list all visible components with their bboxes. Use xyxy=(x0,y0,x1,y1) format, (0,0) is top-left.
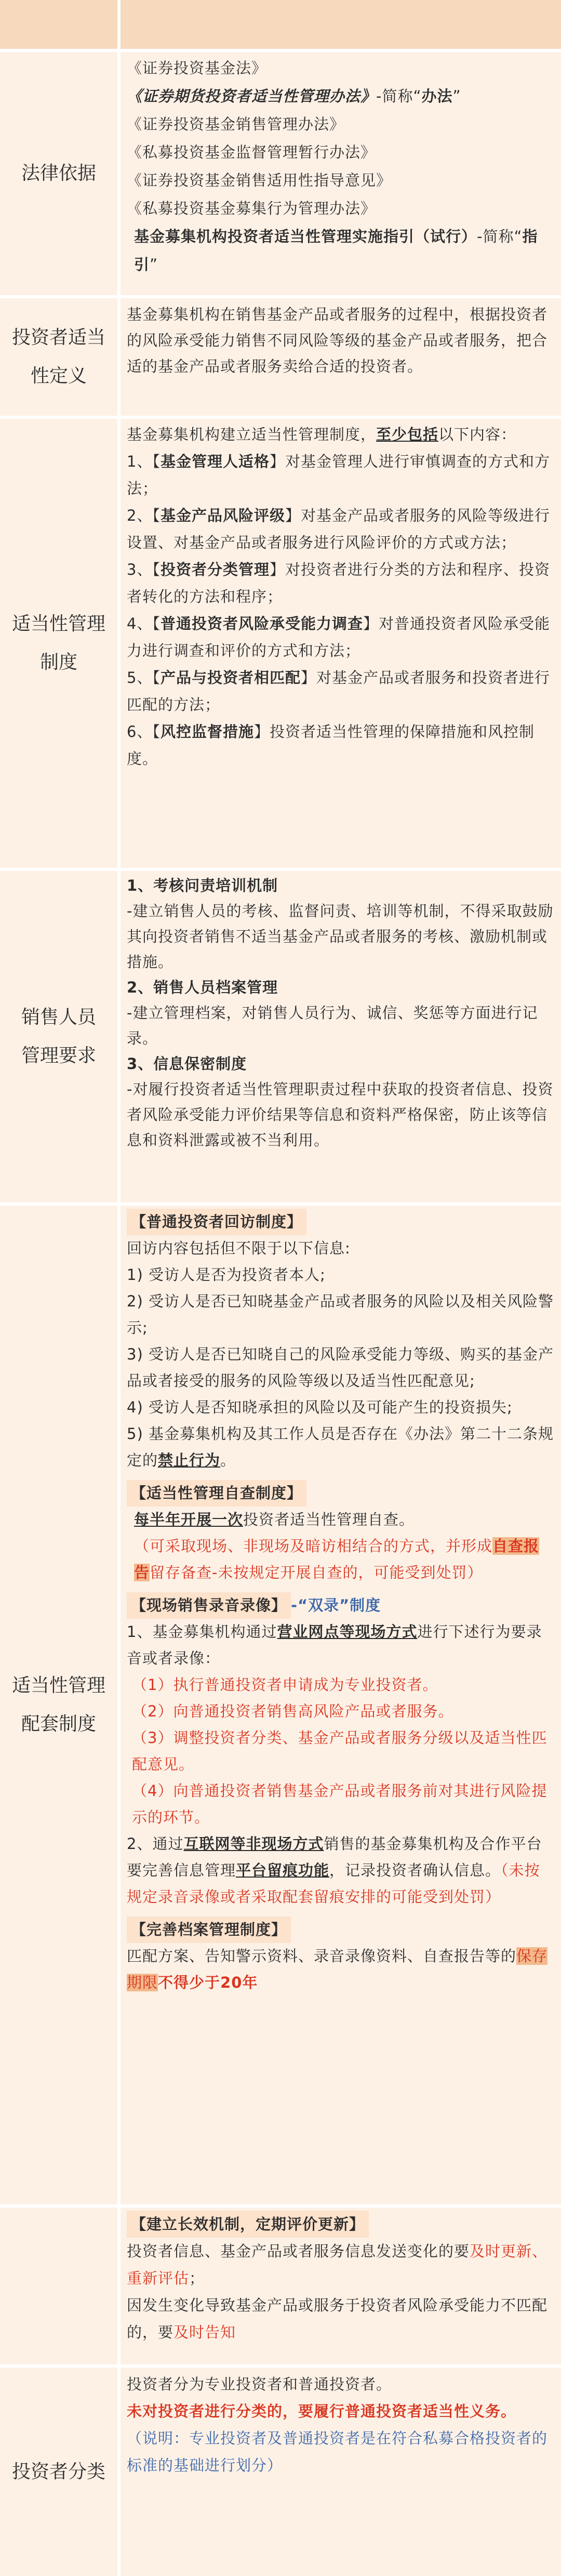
row-management-system xyxy=(0,419,561,868)
row-long-term xyxy=(0,2208,561,2364)
management-item: 3、【投资者分类管理】对投资者进行分类的方法和程序、投资者转化的方法和程序； xyxy=(127,561,550,605)
classification-p1: 投资者分为专业投资者和普通投资者。 xyxy=(127,2375,392,2393)
self-check-note: （可采取现场、非现场及暗访相结合的方式，并形成自查报告留存备查-未按规定开展自查的，可能受到处罚） xyxy=(134,1537,540,1581)
long-term-p1: 投资者信息、基金产品或者服务信息发送变化的要及时更新、重新评估； xyxy=(127,2242,548,2287)
sales-item-title: 2、销售人员档案管理 xyxy=(127,979,278,996)
row-label-classification: 投资者分类 xyxy=(11,2461,105,2482)
column-divider xyxy=(117,0,121,2576)
row-supporting-systems xyxy=(0,1206,561,2204)
long-term-content xyxy=(121,2208,561,2364)
sales-item-text: -对履行投资者适当性管理职责过程中获取的投资者信息、投资者风险承受能力评价结果等信息和资料严格保密，防止该等信息和资料泄露或被不当利用。 xyxy=(127,1080,554,1149)
recording-heading-line: 【现场销售录音录像】 -“双录”制度 xyxy=(127,1592,554,1619)
sales-staff-content xyxy=(121,871,561,1203)
revisit-item: 3) 受访人是否已知晓自己的风险承受能力等级、购买的基金产品或者接受的服务的风险等级以及适当性匹配意见; xyxy=(127,1345,554,1390)
recording-list-item: （4）向普通投资者销售基金产品或者服务前对其进行风险提示的环节。 xyxy=(132,1782,547,1826)
revisit-item: 4) 受访人是否知晓承担的风险以及可能产生的投资损失; xyxy=(127,1398,513,1416)
classification-content xyxy=(121,2368,561,2576)
law-item: 基金募集机构投资者适当性管理实施指引（试行）-简称“指引” xyxy=(134,228,538,273)
law-item: 《证券投资基金销售管理办法》 xyxy=(127,115,345,133)
row-label-management-system: 适当性管理 制度 xyxy=(11,613,105,673)
archive-heading: 【完善档案管理制度】 xyxy=(127,1917,291,1943)
row-legal-basis xyxy=(0,52,561,295)
management-item: 4、【普通投资者风险承受能力调查】对普通投资者风险承受能力进行调查和评价的方式和方法； xyxy=(127,615,550,659)
sales-item-text: -建立管理档案，对销售人员行为、诚信、奖惩等方面进行记录。 xyxy=(127,1004,538,1047)
revisit-item: 2) 受访人是否已知晓基金产品或者服务的风险以及相关风险警示; xyxy=(127,1292,554,1337)
sales-item-title: 3、信息保密制度 xyxy=(127,1055,247,1073)
revisit-item: 1) 受访人是否为投资者本人; xyxy=(127,1266,326,1284)
definition-text: 基金募集机构在销售基金产品或者服务的过程中，根据投资者的风险承受能力销售不同风险等级的基金产品或者服务，把合适的基金产品或者服务卖给合适的投资者。 xyxy=(127,306,548,375)
law-item: 《私募投资基金募集行为管理办法》 xyxy=(127,200,377,217)
recording-list-item: （3）调整投资者分类、基金产品或者服务分级以及适当性匹配意见。 xyxy=(132,1729,547,1773)
classification-note: （说明：专业投资者及普通投资者是在符合私募合格投资者的标准的基础进行划分） xyxy=(127,2429,548,2474)
law-item: 《证券投资基金法》 xyxy=(127,59,268,77)
legal-basis-content xyxy=(121,52,561,295)
management-item: 2、【基金产品风险评级】对基金产品或者服务的风险等级进行设置、对基金产品或者服务进行风险评价的方式或方法； xyxy=(127,507,550,551)
archive-text: 匹配方案、告知警示资料、录音录像资料、自查报告等的保存期限不得少于20年 xyxy=(127,1947,548,1991)
row-label-definition: 投资者适当 性定义 xyxy=(11,327,105,387)
management-item: 5、【产品与投资者相匹配】对基金产品或者服务和投资者进行匹配的方法； xyxy=(127,669,550,714)
self-check-frequency: 每半年开展一次投资者适当性管理自查。 xyxy=(134,1511,415,1528)
recording-p1: 1、基金募集机构通过营业网点等现场方式进行下述行为要录音或者录像： xyxy=(127,1623,542,1667)
self-check-heading: 【适当性管理自查制度】 xyxy=(127,1480,306,1507)
long-term-heading: 【建立长效机制，定期评价更新】 xyxy=(127,2211,369,2238)
recording-list-item: （1）执行普通投资者申请成为专业投资者。 xyxy=(132,1676,438,1694)
sales-item-title: 1、考核问责培训机制 xyxy=(127,877,278,894)
revisit-item: 5) 基金募集机构及其工作人员是否存在《办法》第二十二条规定的禁止行为。 xyxy=(127,1425,554,1469)
row-label-sales-staff: 销售人员 管理要求 xyxy=(21,1007,96,1066)
management-item: 1、【基金管理人适格】对基金管理人进行审慎调查的方式和方法； xyxy=(127,453,550,497)
row-definition xyxy=(0,298,561,416)
row-classification xyxy=(0,2368,561,2576)
recording-list-item: （2）向普通投资者销售高风险产品或者服务。 xyxy=(132,1702,454,1720)
table-header-right xyxy=(121,0,561,49)
table-header-left xyxy=(0,0,117,49)
classification-p2: 未对投资者进行分类的，要履行普通投资者适当性义务。 xyxy=(127,2402,517,2420)
management-system-content xyxy=(121,419,561,868)
row-sales-staff xyxy=(0,871,561,1203)
management-intro: 基金募集机构建立适当性管理制度，至少包括以下内容： xyxy=(127,426,517,443)
law-item: 《私募投资基金监督管理暂行办法》 xyxy=(127,143,377,161)
long-term-p2: 因发生变化导致基金产品或服务于投资者风险承受能力不匹配的，要及时告知 xyxy=(127,2296,548,2341)
row-label-legal-basis: 法律依据 xyxy=(21,163,96,184)
supporting-content xyxy=(121,1206,561,2204)
law-item: 《证券投资基金销售适用性指导意见》 xyxy=(127,171,392,189)
recording-p2: 2、通过互联网等非现场方式销售的基金募集机构及合作平台要完善信息管理平台留痕功能，记录投资者确认信息。（未按规定录音录像或者采取配套留痕安排的可能受到处罚） xyxy=(127,1835,542,1906)
sales-item-text: -建立销售人员的考核、监督问责、培训等机制，不得采取鼓励其向投资者销售不适当基金产品或者服务的考核、激励机制或措施。 xyxy=(127,902,554,971)
revisit-intro: 回访内容包括但不限于以下信息: xyxy=(127,1239,351,1257)
law-item: 《证券期货投资者适当性管理办法》-简称“办法” xyxy=(127,87,461,105)
row-label-supporting-systems: 适当性管理 配套制度 xyxy=(11,1675,105,1735)
management-item: 6、【风控监督措施】投资者适当性管理的保障措施和风控制度。 xyxy=(127,723,535,768)
row-label-long-term xyxy=(0,2208,117,2364)
revisit-heading: 【普通投资者回访制度】 xyxy=(127,1209,306,1235)
